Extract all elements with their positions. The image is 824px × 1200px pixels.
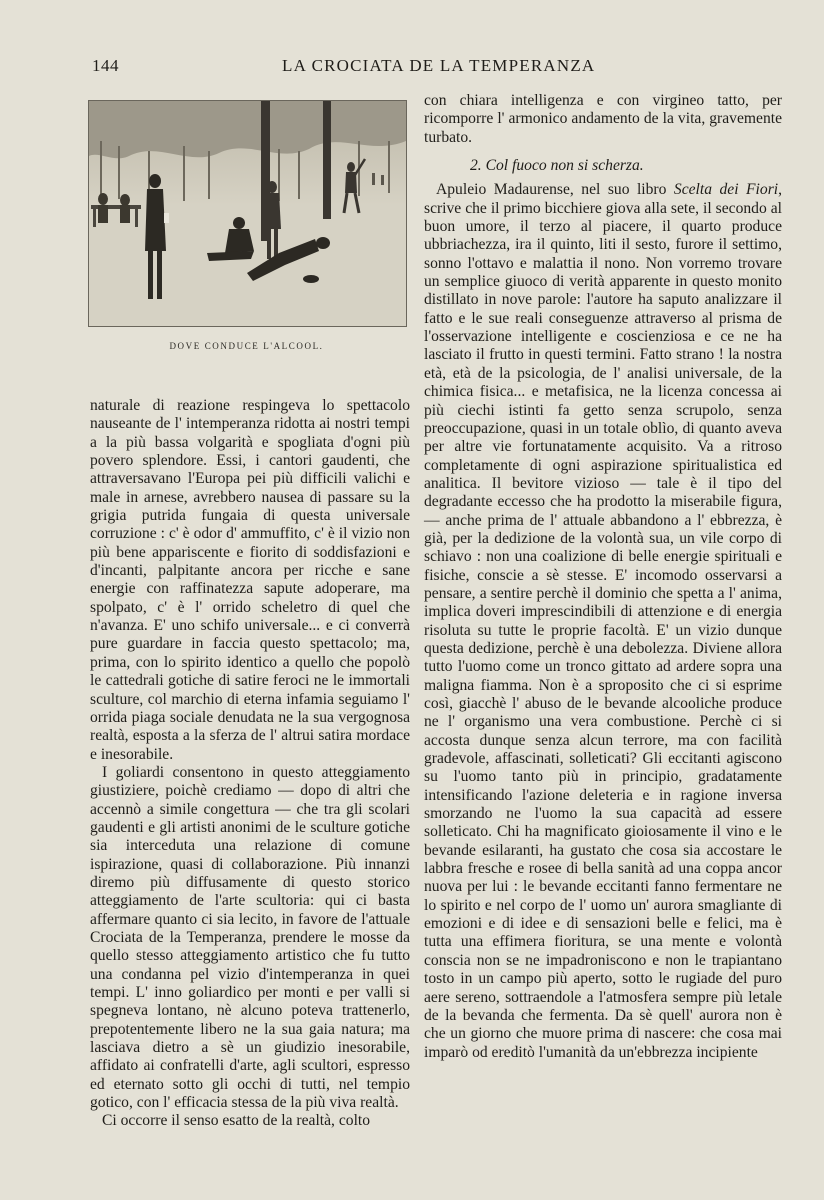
figure-caption: DOVE CONDUCE L'ALCOOL.: [169, 341, 324, 351]
running-title: LA CROCIATA DE LA TEMPERANZA: [282, 56, 596, 75]
right-column: [424, 92, 782, 1062]
book-title: Scelta dei Fiori: [673, 181, 779, 199]
left-column: [90, 397, 410, 1131]
paragraph: [424, 181, 782, 1062]
paragraph-text: , scrive che il primo bicchiere giova alla sete, il secondo al buon umore, il terzo al piacere, il quarto produce ubbriachezza, ira il quinto, liti il sesto, furore il settimo, sonno l'ottavo e malattia il nono. Non vorremo trovare un semplice giuoco di verità apparente in questo monito distillato in nove parole: l'autore ha saputo analizzare il fatto e le sue reali conseguenze attraverso al prisma de l'osservazione intelligente e coscienziosa e ce ne ha lasciato il frutto in questi termini. Fatto strano ! la nostra età, età de la psicologia, de l' analisi universale, de la chimica fisica... e metafisica, ne la licenza concessa ai più ciechi istinti fa getto senza scrupolo, senza preoccupazione, quasi in un totale oblìo, di quanto aveva per altre vie fortunatamente acquisito. Va a ritroso completamente di ogni aspirazione spiritualistica ed analitica. Il bevitore vizioso — tale è il tipo del degradante eccesso che ha prodotto la miserabile figura, — anche prima de l' attuale abbandono a l' ebbrezza, è già, per la dedizione de la volontà sua, un vile corpo di schiavo : non una coalizione di belle energie spirituali e fisiche, conscie a sè stesse. E' incomodo osservarsi a pensare, a sentire perchè il dominio che spetta a l' anima, implica doveri imprescindibili di attenzione e di energia risoluta su tutte le proprie facoltà. E' un vizio dunque questa dedizione, perchè è una debolezza. Diviene allora tutto l'uomo come un tronco gittato ad ardere sopra una maligna fiamma. Non è a sproposito che ci si esprime così, giacchè l' abuso de le bevande alcooliche produce ne l' organismo una vera combustione. Perchè ci si accosta dunque senza alcun terrore, ma con facilità gradevole, affascinati, solleticati? Gli eccitanti agiscono su l'uomo tanto più in principio, gradatamente intensificando l'azione deleteria e in ragione inversa smorzando ne l'uomo la sua capacità ad essere solleticato. Chi ha magnificato gioiosamente il vino e le bevande esilaranti, ha gustato che cosa sia accostare le labbra fresche e rosee di bella sanità ad una coppa ancor nuova per lui : le bevande eccitanti fanno fermentare ne lo spirito e nel corpo de l' uomo un' aurora smagliante di emozioni e di idee e di sensazioni belle e felici, ma è tutta una effimera fioritura, se una mente e volontà conscia non se ne impadroniscono e non le trapiantano tosto in un campo più aperto, sotto le rugiade del puro aere sereno, sottraendole a l'atmosfera sempre più letale de la bevanda che fermenta. Da sè quell' aurora non è che un giorno che muore prima di nascere: che cosa mai imparò od ereditò l'umanità da un'ebbrezza incipiente: [424, 181, 782, 1061]
paragraph: naturale di reazione respingeva lo spettacolo nauseante de l' intemperanza ridotta ai nostri tempi a la più bassa volgarità e spogliata d'ogni più povero splendore. Essi, i cantori gaudenti, che attraversavano l'Europa pei più difficili valichi e male in arnese, avrebbero nausea di passare su la grigia putrida fungaia di questa universale corruzione : c' è odor d' ammuffito, c' è il vizio non più bene appariscente e fiorito di soddisfazioni e d'incanti, palpitante ancora per ricche e sane energie con raffinatezza sapute adoperare, ma spolpato, c' è l' orrido scheletro di quel che n'avanza. E' uno schifo universale... e ci converrà pure guardare in faccia questo spettacolo; ma, prima, con lo spirito identico a quello che popolò le cattedrali gotiche di satire feroci ne le immortali sculture, col marchio di eterna infamia seguiamo l' orrida piaga sociale denudata ne la sua vergognosa realtà, esposta a la sferza de l' altrui satira mordace e inesorabile.: [90, 397, 410, 763]
paragraph: Ci occorre il senso esatto de la realtà, colto: [102, 1112, 371, 1130]
paragraph-text: Apuleio Madaurense, nel suo libro: [436, 181, 674, 199]
page-number: 144: [92, 56, 119, 75]
paragraph: I goliardi consentono in questo atteggiamento giustiziere, poichè crediamo — dopo di altri che accennò a simile congettura — che tra gli scolari gaudenti e gli artisti anonimi de le sculture gotiche sia interceduta una relazione di comune ispirazione, quasi di collaborazione. Più innanzi diremo più diffusamente di questo storico atteggiamento de l'arte scultoria: qui ci basta affermare quanto ci sia lecito, in favore de l'attuale Crociata de la Temperanza, prendere le mosse da quello stesso atteggiamento artistico che fu tutto una condanna pel vizio d'intemperanza in quei tempi. L' inno goliardico per monti e per valli si spegneva lontano, nè alcuno poteva trattenerlo, prepotentemente libero ne la sua gaia natura; ma lasciava dietro a sè un giudizio inesorabile, affidato ai confratelli d'arte, agli scultori, espresso ed eternato sotto gli occhi di tutti, nel tempio gotico, con l' efficacia stessa de la più viva realtà.: [90, 763, 410, 1112]
section-heading: 2. Col fuoco non si scherza.: [470, 157, 644, 175]
engraving-illustration: [88, 100, 407, 327]
paragraph: con chiara intelligenza e con virgineo tatto, per ricomporre l' armonico andamento de la vita, gravemente turbato.: [424, 92, 782, 146]
